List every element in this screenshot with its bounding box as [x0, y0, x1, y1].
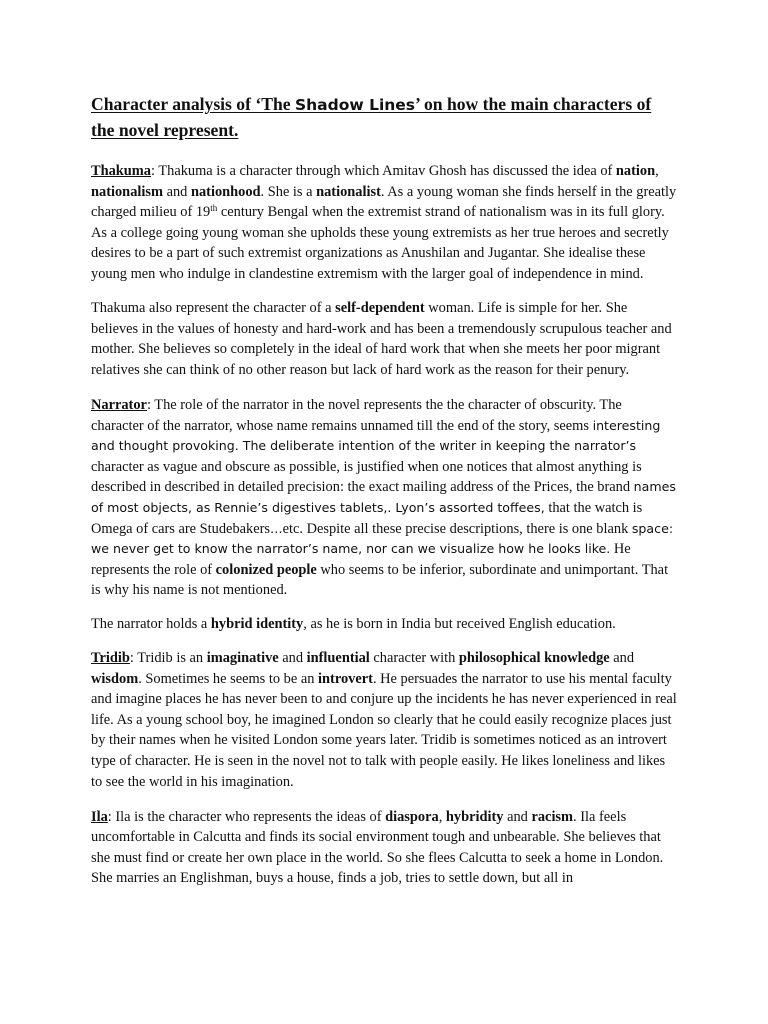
ila-text-4: . Ila feels uncomfortable in Calcutta and finds its social environment tough and unbearable. She believes that she must find or create her own place in the world. So she flees Calcutta to seek a home in London. She marries an Englishman, buys a house, finds a job, tries to settle down, but all in — [91, 808, 664, 887]
thakuma-p1-bold-nationalist: nationalist — [316, 183, 381, 200]
narrator-p2-text-2: , as he is born in India but received English education. — [303, 616, 616, 633]
document-title — [91, 92, 678, 143]
thakuma-p1-bold-nation: nation — [615, 163, 656, 179]
narrator-p1-sans-run-3: … — [270, 520, 283, 536]
thakuma-p1-text-1: : Thakuma is a character through which Amitav Ghosh has discussed the idea of — [151, 163, 616, 179]
narrator-paragraph-1 — [91, 395, 678, 601]
narrator-p1-sans-run-1: interesting and thought provoking. The deliberate intention of the writer in keeping the narrator’s — [91, 417, 661, 454]
tridib-bold-introvert: introvert — [318, 670, 373, 687]
narrator-p1-sans-run-4: space: we never get to know the narrator’s name, nor can we visualize how he looks like. — [91, 520, 674, 557]
thakuma-p1-bold-nationalism: nationalism — [91, 183, 163, 200]
narrator-p1-text-6: who seems to be inferior, subordinate and unimportant. That is why his name is not mentioned. — [91, 561, 669, 599]
narrator-paragraph-2 — [91, 614, 678, 635]
tridib-text-5: . Sometimes he seems to be an — [138, 670, 319, 687]
tridib-text-6: . He persuades the narrator to use his mental faculty and imagine places he has never been to and conjure up the incidents he has never experienced in real life. As a young school boy, he imagined London so clearly that he could easily recognize places just by their names when he visited London some years later. Tridib is sometimes noticed as an introvert type of character. He is seen in the novel not to talk with people easily. He likes loneliness and likes to see the world in his imagination. — [91, 670, 677, 790]
ila-text-2: , — [438, 808, 446, 825]
thakuma-label: Thakuma — [91, 163, 151, 179]
ila-label: Ila — [91, 808, 108, 825]
title-part-1: Character analysis of ‘The — [91, 94, 295, 114]
tridib-text-1: : Tridib is an — [129, 649, 207, 666]
thakuma-p1-text-4: . She is a — [260, 183, 317, 200]
thakuma-p1-text-2: , — [655, 163, 659, 179]
narrator-p1-text-2: character as vague and obscure as possible, is justified when one notices that almost anything is described in described in detailed precision: the exact mailing address of the Prices, the brand — [91, 458, 642, 496]
ila-bold-racism: racism — [531, 808, 574, 825]
thakuma-p1-bold-nationhood: nationhood — [190, 183, 261, 200]
tridib-bold-influential: influential — [306, 649, 370, 666]
thakuma-p2-text-2: woman. Life is simple for her. She believes in the values of honesty and hard-work and has been a tremendously scrupulous teacher and mother. She believes so completely in the ideal of hard work that when she meets her poor migrant relatives she can think of no other reason but lack of hard work as the reason for their penury. — [91, 300, 672, 378]
tridib-bold-philosophical-knowledge: philosophical knowledge — [458, 649, 610, 666]
thakuma-p2-bold-self-dependent: self-dependent — [335, 300, 425, 317]
ila-bold-diaspora: diaspora — [385, 808, 439, 825]
narrator-p2-text-1: The narrator holds a — [91, 616, 211, 633]
tridib-text-4: and — [609, 649, 635, 666]
narrator-p2-bold-hybrid-identity: hybrid identity — [210, 616, 304, 633]
tridib-label: Tridib — [91, 649, 130, 666]
narrator-p1-text-4: etc. Despite all these precise descriptions, there is one blank — [282, 520, 632, 537]
ila-text-3: and — [503, 808, 532, 825]
ila-bold-hybridity: hybridity — [445, 808, 504, 825]
thakuma-paragraph-1 — [91, 161, 678, 285]
tridib-text-2: and — [278, 649, 307, 666]
narrator-p1-text-3: that the watch is Omega of cars are Studebakers — [91, 499, 643, 537]
tridib-text-3: character with — [369, 649, 459, 666]
narrator-p1-sans-run-2: names of most objects, as Rennie’s digestives tablets,. Lyon’s assorted toffees, — [91, 479, 676, 515]
thakuma-p1-text-5: . As a young woman she finds herself in the greatly charged milieu of 19 — [91, 183, 677, 221]
thakuma-p1-text-6: century Bengal when the extremist strand of nationalism was in its full glory. As a college going young woman she upholds these young extremists as her true heroes and secretly desires to be a part of such extremist organizations as Anushilan and Jugantar. She idealise these young men who indulge in clandestine extremism with the larger goal of independence in mind. — [91, 204, 669, 282]
tridib-bold-imaginative: imaginative — [206, 649, 279, 666]
thakuma-p1-text-3: and — [162, 183, 191, 200]
ila-paragraph — [91, 807, 678, 889]
thakuma-p1-superscript: th — [210, 203, 218, 214]
tridib-paragraph — [91, 648, 678, 792]
narrator-p1-text-5: He represents the role of — [91, 541, 631, 578]
thakuma-p2-text-1: Thakuma also represent the character of a — [91, 300, 336, 317]
narrator-label: Narrator — [91, 396, 147, 413]
title-novel-name: Shadow Lines — [294, 96, 416, 114]
title-part-3: ’ on how the main characters of the novel represent. — [91, 94, 652, 140]
thakuma-paragraph-2 — [91, 298, 678, 380]
ila-text-1: : Ila is the character who represents the ideas of — [107, 808, 386, 825]
narrator-p1-bold-colonized-people: colonized people — [215, 561, 317, 578]
narrator-p1-text-1: : The role of the narrator in the novel represents the the character of obscurity. The character of the narrator, whose name remains unnamed till the end of the story, seems — [91, 396, 622, 434]
tridib-bold-wisdom: wisdom — [91, 670, 139, 687]
